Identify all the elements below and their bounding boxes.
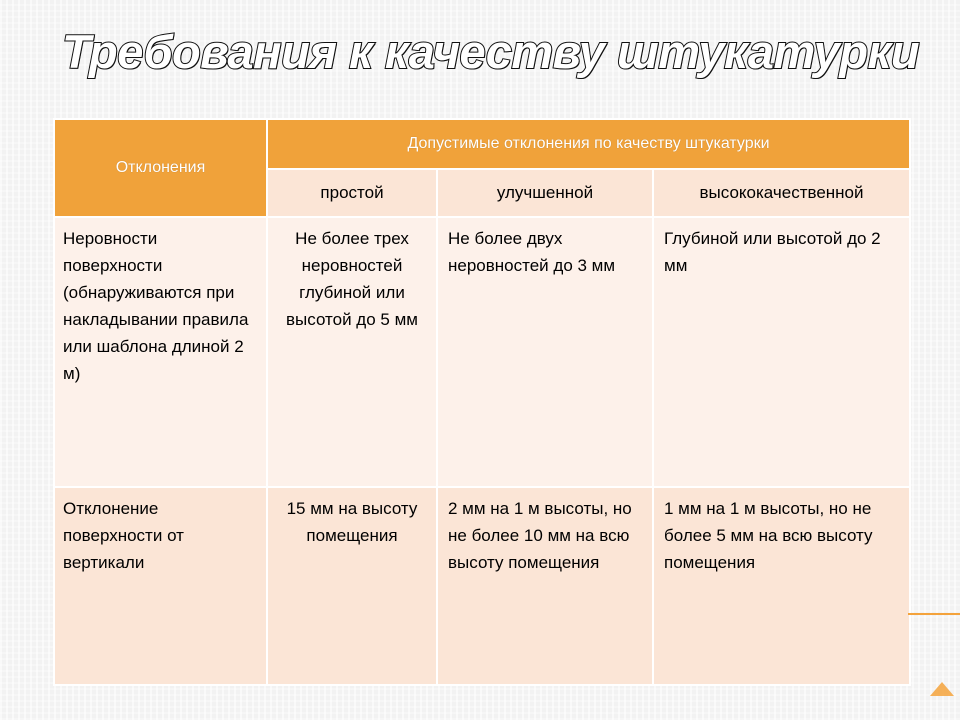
table-cell: [267, 217, 437, 487]
table-cell: [437, 487, 653, 685]
cell-value: Глубиной или высотой до 2 мм: [664, 229, 881, 275]
header-grade-improved: [437, 169, 653, 217]
cell-value: 1 мм на 1 м высоты, но не более 5 мм на всю высоту помещения: [664, 499, 873, 572]
header-grade-high: [653, 169, 910, 217]
header-grade-label: улучшенной: [496, 183, 594, 202]
table-cell: [437, 217, 653, 487]
cell-value: 2 мм на 1 м высоты, но не более 10 мм на всю высоту помещения: [448, 499, 632, 572]
header-allowed-label: Допустимые отклонения по качеству штукатурки: [407, 135, 770, 152]
header-grade-label: простой: [320, 183, 384, 202]
table-row: [54, 217, 910, 487]
quality-table: [53, 118, 911, 686]
chevron-up-icon: [930, 682, 954, 696]
row-label: Отклонение поверхности от вертикали: [63, 499, 184, 572]
header-grade-simple: [267, 169, 437, 217]
table-cell: [267, 487, 437, 685]
header-allowed: [267, 119, 910, 169]
cell-value: 15 мм на высоту помещения: [286, 499, 418, 545]
row-label-cell: [54, 217, 267, 487]
table-cell: [653, 217, 910, 487]
row-label-cell: [54, 487, 267, 685]
cell-value: Не более двух неровностей до 3 мм: [448, 229, 616, 275]
cell-value: Не более трех неровностей глубиной или высотой до 5 мм: [286, 229, 418, 329]
header-deviations-label: Отклонения: [115, 159, 206, 176]
table-cell: [653, 487, 910, 685]
row-label: Неровности поверхности (обнаруживаются при накладывании правила или шаблона длиной 2 м): [63, 229, 249, 383]
table-row: [54, 487, 910, 685]
decorative-line: [908, 613, 960, 615]
header-deviations: [54, 119, 267, 217]
page-title: Требования к качеству штукатурки: [62, 25, 920, 78]
header-grade-label: высококачественной: [699, 183, 864, 202]
